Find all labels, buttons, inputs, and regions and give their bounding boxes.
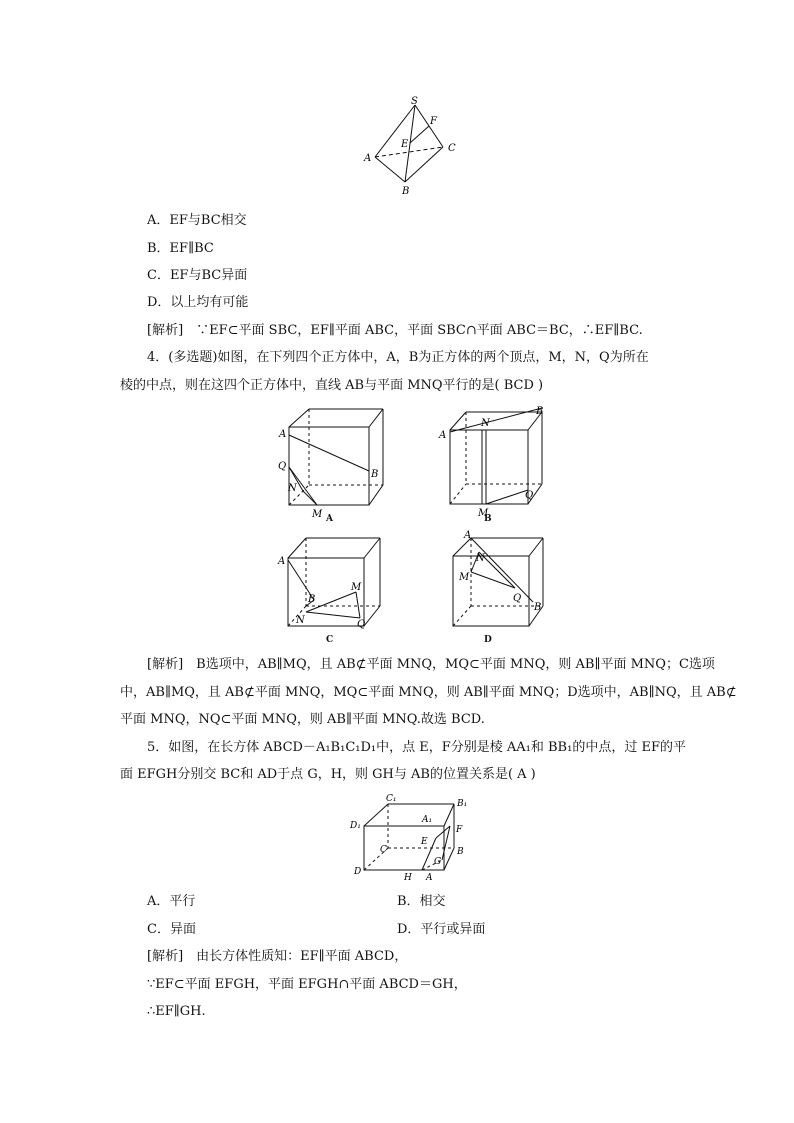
label-C: C: [448, 143, 456, 154]
caption-c: C: [326, 635, 334, 645]
q3-option-b: B．EF∥BC: [147, 241, 214, 256]
caption-d: D: [484, 635, 492, 645]
label-D1: D₁: [350, 821, 361, 831]
q4-analysis-line3: 平面 MNQ，NQ⊂平面 MNQ，则 AB∥平面 MNQ.故选 BCD.: [120, 712, 485, 727]
q5-analysis-line2: ∵EF⊂平面 EFGH，平面 EFGH∩平面 ABCD＝GH，: [147, 977, 467, 992]
label-N: N: [296, 615, 305, 626]
label-H: H: [404, 873, 412, 882]
q5-option-d: D．平行或异面: [397, 922, 486, 937]
q3-analysis: [解析] ∵EF⊂平面 SBC，EF∥平面 ABC，平面 SBC∩平面 ABC＝BC，∴EF∥BC.: [147, 323, 643, 338]
q5-analysis-line1: [解析] 由长方体性质知：EF∥平面 ABCD，: [147, 949, 408, 964]
q3-option-c: C．EF与BC异面: [147, 268, 248, 283]
label-Q: Q: [278, 461, 287, 472]
label-Q: Q: [525, 490, 534, 501]
label-B1: B₁: [457, 799, 468, 809]
q5-stem-line1: 5．如图，在长方体 ABCD－A₁B₁C₁D₁中，点 E，F分别是棱 AA₁和 BB₁的中点，过 EF的平: [147, 740, 686, 755]
label-A: A: [278, 556, 286, 567]
q4-analysis-line1: [解析] B选项中，AB∥MQ，且 AB⊄平面 MNQ，MQ⊂平面 MNQ，则 AB∥平面 MNQ；C选项: [147, 657, 715, 672]
label-B: B: [402, 186, 410, 197]
label-N: N: [288, 483, 297, 494]
q5-option-c: C．异面: [147, 922, 196, 937]
cuboid-figure: [350, 792, 480, 882]
label-E: E: [401, 139, 409, 150]
q5-stem-line2: 面 EFGH分别交 BC和 AD于点 G，H，则 GH与 AB的位置关系是( A ): [120, 767, 536, 782]
q3-option-d: D．以上均有可能: [147, 295, 249, 310]
caption-a: A: [326, 514, 333, 524]
label-A: A: [279, 429, 287, 440]
cube-figure-d: [443, 530, 558, 635]
tetrahedron-figure: [360, 95, 470, 200]
cube-figure-a: [275, 405, 390, 525]
label-Q: Q: [357, 619, 366, 630]
label-N: N: [481, 418, 490, 429]
label-C1: C₁: [386, 794, 397, 804]
label-A: A: [364, 153, 372, 164]
label-D: D: [354, 867, 362, 877]
label-B: B: [457, 847, 464, 857]
q5-option-a: A．平行: [147, 894, 196, 909]
cube-figure-c: [276, 530, 391, 635]
label-B: B: [534, 602, 542, 613]
label-C: C: [380, 845, 387, 855]
caption-b: B: [484, 514, 492, 524]
q5-option-b: B．相交: [397, 894, 446, 909]
label-S: S: [411, 96, 418, 107]
label-N: N: [476, 553, 485, 564]
label-F: F: [456, 825, 463, 835]
q3-option-a: A．EF与BC相交: [147, 213, 247, 228]
q4-stem-line2: 棱的中点，则在这四个正方体中，直线 AB与平面 MNQ平行的是( BCD ): [120, 378, 544, 393]
label-A: A: [426, 873, 433, 882]
label-Q: Q: [513, 593, 522, 604]
cube-figure-b: [436, 402, 556, 522]
label-B: B: [308, 594, 316, 605]
label-M: M: [351, 582, 362, 593]
label-A: A: [439, 430, 447, 441]
label-M: M: [459, 572, 470, 583]
label-A1: A₁: [422, 815, 433, 825]
label-F: F: [430, 116, 437, 127]
label-M: M: [478, 508, 489, 519]
label-G: G: [434, 857, 442, 867]
label-B: B: [371, 469, 379, 480]
label-M: M: [312, 509, 323, 520]
label-B: B: [536, 406, 544, 417]
label-A: A: [464, 530, 472, 541]
label-E: E: [421, 837, 428, 847]
q5-analysis-line3: ∴EF∥GH.: [147, 1004, 206, 1019]
q4-stem-line1: 4．(多选题)如图，在下列四个正方体中，A，B为正方体的两个顶点，M，N，Q为所在: [147, 350, 649, 365]
q4-analysis-line2: 中，AB∥MQ，且 AB⊄平面 MNQ，MQ⊂平面 MNQ，则 AB∥平面 MNQ；D选项中，AB∥NQ，且 AB⊄: [120, 685, 737, 700]
